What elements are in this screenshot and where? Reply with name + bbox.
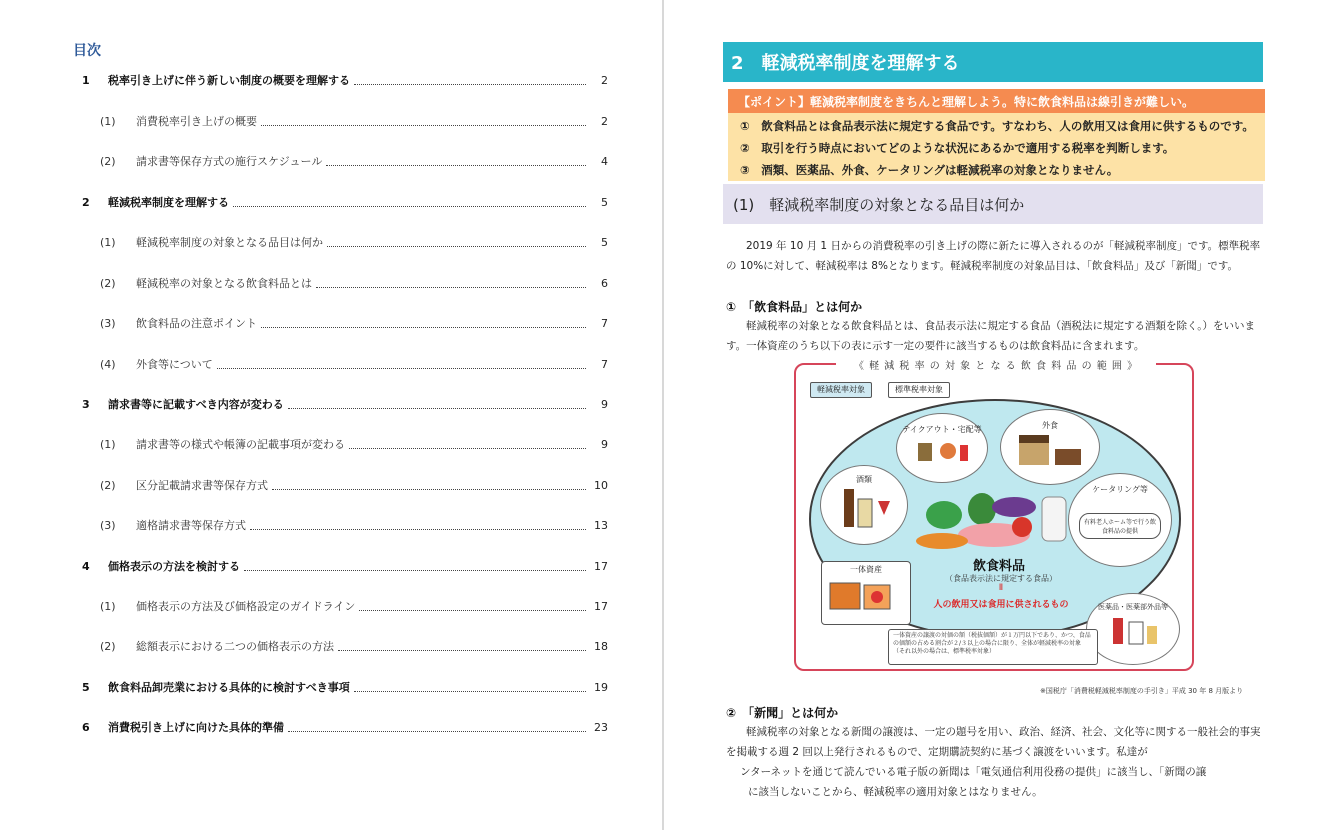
toc-entry-page: 2: [601, 115, 608, 128]
toc-entry-number: 6: [82, 721, 90, 734]
toc-entry[interactable]: [82, 517, 608, 533]
figure-title: 《 軽 減 税 率 の 対 象 と な る 飲 食 料 品 の 範 囲 》: [836, 357, 1156, 372]
toc-leader-dots: [233, 205, 586, 207]
sake-label: 酒類: [856, 475, 872, 484]
gift-box-icon: [822, 575, 902, 615]
takeout-bubble: [896, 413, 988, 483]
section-title: 2 軽減税率制度を理解する: [723, 42, 1263, 82]
food-definition: 人の飲用又は食用に供されるもの: [933, 600, 1069, 610]
toc-entry-page: 23: [594, 721, 608, 734]
toc-entry-label: 請求書等保存方式の施行スケジュール: [136, 155, 323, 168]
subsection-title: (1) 軽減税率制度の対象となる品目は何か: [723, 184, 1263, 224]
toc-entry-page: 9: [601, 398, 608, 411]
toc-entry-number: (1): [100, 438, 116, 451]
toc-leader-dots: [261, 326, 586, 328]
toc-entry-label: 価格表示の方法を検討する: [108, 560, 240, 573]
gaishoku-bubble: [1000, 409, 1100, 485]
sake-bubble: [820, 465, 908, 545]
figure-source: ※国税庁「消費税軽減税率制度の手引き」平成 30 年 8 月版より: [1040, 687, 1244, 695]
toc-entry-page: 19: [594, 681, 608, 694]
heading-news: ② 「新聞」とは何か: [726, 706, 839, 720]
medicine-label: 医薬品・医薬部外品等: [1098, 603, 1168, 611]
toc-entry[interactable]: [82, 194, 608, 210]
ittai-box: [821, 561, 911, 625]
takeout-icon: [912, 435, 972, 465]
toc-entry[interactable]: [82, 436, 608, 452]
toc-leader-dots: [338, 649, 586, 651]
toc-entry-label: 請求書等の様式や帳簿の記載事項が変わる: [136, 438, 345, 451]
toc-entry-number: 3: [82, 398, 90, 411]
toc-entry-page: 9: [601, 438, 608, 451]
toc-entry-label: 価格表示の方法及び価格設定のガイドライン: [136, 600, 356, 613]
toc-entry-label: 税率引き上げに伴う新しい制度の概要を理解する: [108, 74, 350, 87]
toc-entry-number: (4): [100, 358, 116, 371]
toc-entry-label: 消費税率引き上げの概要: [136, 115, 257, 128]
toc-entry[interactable]: [82, 275, 608, 291]
news-paragraph-line: ンターネットを通じて読んでいる電子版の新聞は「電気通信利用役務の提供」に該当し、「新聞の譲: [740, 766, 1207, 778]
legend-reduced: 軽減税率対象: [810, 382, 872, 398]
toc-entry-label: 軽減税率の対象となる飲食料品とは: [136, 277, 312, 290]
toc-entry-page: 7: [601, 358, 608, 371]
toc-leader-dots: [327, 245, 586, 247]
toc-leader-dots: [250, 528, 586, 530]
point-item: ① 飲食料品とは食品表示法に規定する食品です。すなわち、人の飲用又は食用に供するものです。: [740, 119, 1254, 133]
toc-entry-label: 外食等について: [136, 358, 213, 371]
catering-label: ケータリング等: [1092, 485, 1148, 494]
toc-entry-page: 5: [601, 236, 608, 249]
ittai-label: 一体資産: [850, 565, 882, 574]
intro-paragraph: 2019 年 10 月 1 日からの消費税率の引き上げの際に新たに導入されるのが「軽減税率制度」です。標準税率の 10%に対して、軽減税率は 8%となります。軽減税率制度の対象品目は、「飲食料品」及び「新聞」です。: [726, 240, 1261, 272]
toc-entry[interactable]: [82, 113, 608, 129]
toc-entry[interactable]: [82, 679, 608, 695]
toc-entry-label: 請求書等に記載すべき内容が変わる: [108, 398, 284, 411]
toc-entry-number: (3): [100, 519, 116, 532]
gaishoku-label: 外食: [1042, 421, 1058, 430]
medicine-icon: [1103, 612, 1163, 646]
toc-entry-page: 4: [601, 155, 608, 168]
toc-entry-page: 10: [594, 479, 608, 492]
toc-entry-label: 区分記載請求書等保存方式: [136, 479, 268, 492]
toc-entry-number: (1): [100, 236, 116, 249]
toc-entry-label: 総額表示における二つの価格表示の方法: [136, 640, 334, 653]
point-item: ② 取引を行う時点においてどのような状況にあるかで適用する税率を判断します。: [740, 141, 1175, 155]
news-paragraph-line: に該当しないことから、軽減税率の適用対象とはなりません。: [748, 786, 1043, 798]
ittai-note: 一体資産の譲渡の対価の額（税抜価額）が１万円以下であり、かつ、食品の価額の占める割合が２/３以上の場合に限り、全体が軽減税率の対象（それ以外の場合は、標準税率対象）: [888, 629, 1098, 665]
toc-entry-page: 6: [601, 277, 608, 290]
toc-entry[interactable]: [82, 598, 608, 614]
food-paragraph: 軽減税率の対象となる飲食料品とは、食品表示法に規定する食品（酒税法に規定する酒類を除く。）をいいます。一体資産のうち以下の表に示す一定の要件に該当するものは飲食料品に含まれます。: [726, 320, 1256, 352]
toc-entry-number: (2): [100, 277, 116, 290]
toc-entry-number: 5: [82, 681, 90, 694]
toc-entry[interactable]: [82, 153, 608, 169]
food-equal-mark: Ⅱ: [998, 583, 1004, 593]
toc-entry-label: 飲食料品卸売業における具体的に検討すべき事項: [108, 681, 350, 694]
takeout-label: テイクアウト・宅配等: [902, 425, 982, 434]
toc-entry-page: 7: [601, 317, 608, 330]
toc-entry-label: 適格請求書等保存方式: [136, 519, 246, 532]
toc-entry[interactable]: [82, 315, 608, 331]
toc-entry-label: 消費税引き上げに向けた具体的準備: [108, 721, 284, 734]
toc-leader-dots: [217, 367, 586, 369]
toc-entry-number: (2): [100, 640, 116, 653]
toc-entry[interactable]: [82, 558, 608, 574]
food-scope-figure: [794, 363, 1194, 671]
food-illustration-icon: [904, 485, 1074, 557]
toc-leader-dots: [354, 690, 586, 692]
toc-entry-label: 軽減税率制度の対象となる品目は何か: [136, 236, 323, 249]
toc-leader-dots: [354, 83, 586, 85]
toc-entry-number: (1): [100, 115, 116, 128]
toc-leader-dots: [288, 407, 586, 409]
toc-entry[interactable]: [82, 234, 608, 250]
toc-leader-dots: [359, 609, 586, 611]
toc-entry[interactable]: [82, 638, 608, 654]
toc-entry-page: 2: [601, 74, 608, 87]
sake-icon: [834, 485, 894, 529]
toc-title: 目次: [73, 43, 101, 59]
food-label: 飲食料品: [972, 559, 1025, 574]
toc-entry-number: 2: [82, 196, 90, 209]
toc-entry-page: 5: [601, 196, 608, 209]
toc-entry-number: (3): [100, 317, 116, 330]
toc-leader-dots: [316, 286, 586, 288]
catering-bubble: [1068, 473, 1172, 567]
toc-entry-label: 飲食料品の注意ポイント: [136, 317, 257, 330]
toc-entry-page: 17: [594, 560, 608, 573]
toc-entry[interactable]: [82, 396, 608, 412]
toc-entry[interactable]: [82, 72, 608, 88]
toc-leader-dots: [326, 164, 586, 166]
toc-leader-dots: [244, 569, 586, 571]
toc-entry-page: 18: [594, 640, 608, 653]
toc-leader-dots: [288, 730, 586, 732]
toc-entry-number: 1: [82, 74, 90, 87]
toc-entry-number: (2): [100, 479, 116, 492]
point-item: ③ 酒類、医薬品、外食、ケータリングは軽減税率の対象となりません。: [740, 163, 1119, 177]
toc-entry[interactable]: [82, 356, 608, 372]
news-paragraph: 軽減税率の対象となる新聞の譲渡は、一定の題号を用い、政治、経済、社会、文化等に関する一般社会的事実を掲載する週 2 回以上発行されるもので、定期購読契約に基づく譲渡をいいます。私達が: [726, 726, 1261, 758]
toc-entry-number: 4: [82, 560, 90, 573]
toc-entry-number: (1): [100, 600, 116, 613]
point-header: 【ポイント】軽減税率制度をきちんと理解しよう。特に飲食料品は線引きが難しい。: [728, 89, 1265, 113]
toc-entry-label: 軽減税率制度を理解する: [108, 196, 229, 209]
toc-leader-dots: [349, 447, 586, 449]
medicine-bubble: [1086, 593, 1180, 665]
toc-entry-page: 13: [594, 519, 608, 532]
food-sublabel: （食品表示法に規定する食品）: [945, 574, 1057, 583]
heading-food: ① 「飲食料品」とは何か: [726, 300, 863, 314]
toc-entry-page: 17: [594, 600, 608, 613]
toc-leader-dots: [272, 488, 586, 490]
toc-entry-number: (2): [100, 155, 116, 168]
point-list: [728, 113, 1265, 181]
toc-leader-dots: [261, 124, 586, 126]
nursing-note: 有料老人ホーム等で行う飲食料品の提供: [1079, 513, 1161, 539]
toc-entry[interactable]: [82, 477, 608, 493]
legend-standard: 標準税率対象: [888, 382, 950, 398]
restaurant-icon: [1015, 431, 1085, 467]
toc-entry[interactable]: [82, 719, 608, 735]
